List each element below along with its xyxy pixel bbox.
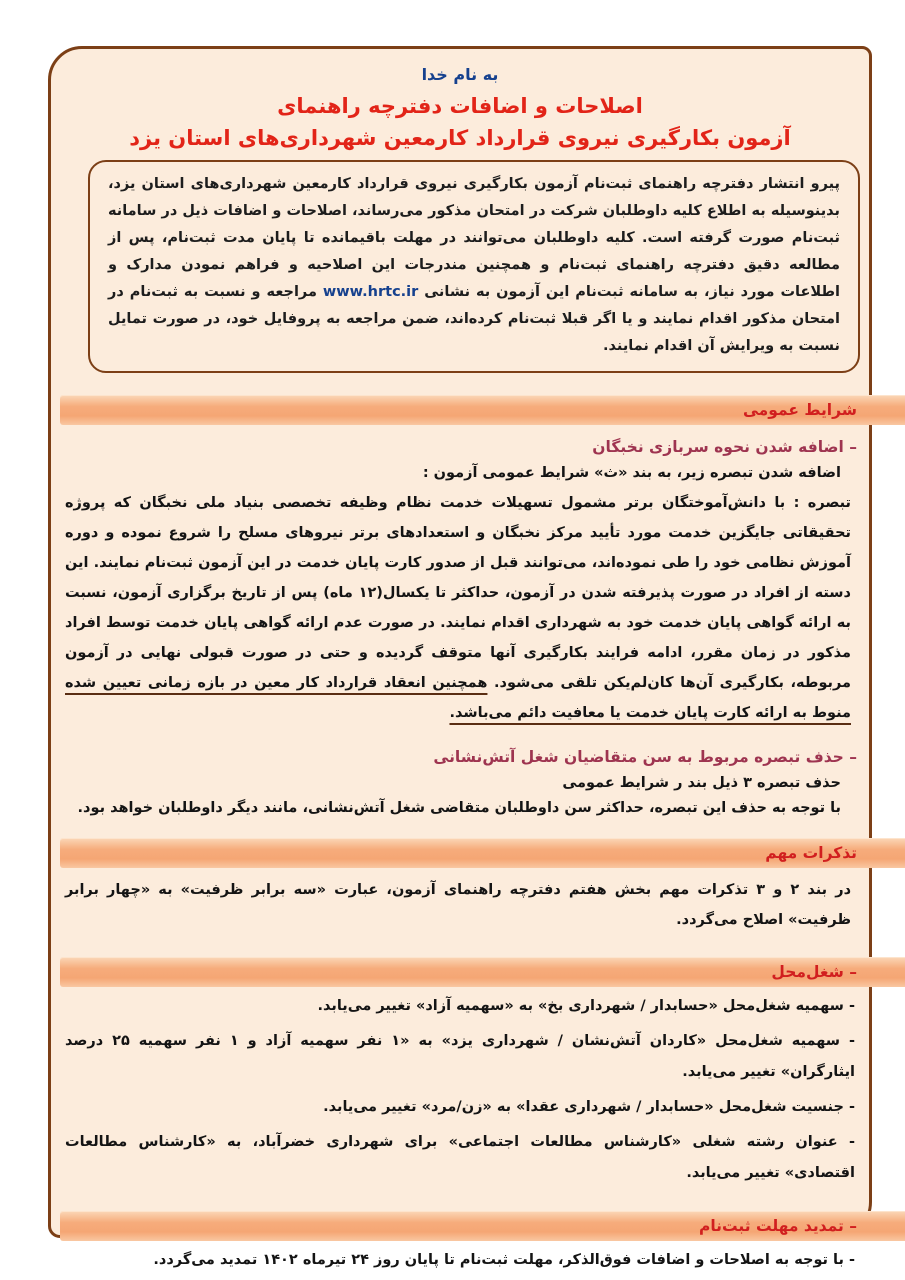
document-content [51,49,869,1276]
subsection-heading-elite-military-service: – اضافه شدن نحوه سربازی نخبگان [592,438,857,456]
section-bar-job-location [60,957,905,987]
job-location-item: - سهمیه شغل‌محل «حسابدار / شهرداری بخ» به «سهمیه آزاد» تغییر می‌یابد. [317,998,855,1014]
job-location-item: - جنسیت شغل‌محل «حسابدار / شهرداری عقدا» به «زن/مرد» تغییر می‌یابد. [323,1099,855,1115]
note-paragraph [65,488,851,728]
important-notes-paragraph: در بند ۲ و ۳ تذکرات مهم بخش هفتم دفترچه راهنمای آزمون، عبارت «سه برابر ظرفیت» به «چهار برابر ظرفیت» اصلاح می‌گردد. [65,882,852,928]
note-paragraph-underlined: همچنین انعقاد قرارداد کار معین در بازه زمانی تعیین شده منوط به ارائه کارت پایان خدمت یا معافیت دائم می‌باشد. [65,675,851,721]
note-paragraph-main: تبصره : با دانش‌آموختگان برتر مشمول تسهیلات خدمت نظام وظیفه تخصصی بنیاد ملی نخبگان که پروژه تحقیقاتی جایگزین خدمت مورد تأیید مرکز نخبگان و استعدادهای برتر نیروهای مسلح را شروع نموده و دوره آموزش نظامی خود را طی نموده‌اند، می‌توانند قبل از صدور کارت پایان خدمت در این آزمون ثبت‌نام نمایند. این دسته از افراد در صورت پذیرفته شدن در آزمون، حداکثر تا یکسال(۱۲ ماه) پس از تاریخ برگزاری آزمون، نسبت به ارائه گواهی پایان خدمت خود به شهرداری اقدام نمایند. در صورت عدم ارائه گواهی پایان خدمت توسط افراد مذکور در زمان مقرر، ادامه فرایند بکارگیری آنها متوقف گردیده و حتی در صورت قبولی نهایی در آزمون مربوطه، بکارگیری آن‌ها کان‌لم‌یکن تلقی می‌شود. [65,495,851,691]
intro-box [88,160,860,373]
job-location-item: - عنوان رشته شغلی «کارشناس مطالعات اجتماعی» برای شهرداری خضرآباد، به «کارشناس مطالعات اقتصادی» تغییر می‌یابد. [65,1134,855,1181]
section-bar-label: تذکرات مهم [765,844,857,862]
section-bar-important-notes [60,838,905,868]
section-bar-deadline-extension [60,1211,905,1241]
section-bar-label: شرایط عمومی [743,401,857,419]
intro-text-before-link: پیرو انتشار دفترچه راهنمای ثبت‌نام آزمون بکارگیری نیروی قرارداد کارمعین شهرداری‌های استان یزد، بدینوسیله به اطلاع کلیه داوطلبان شرکت در امتحان مذکور می‌رساند، اصلاحات و اضافات ذیل در سامانه ثبت‌نام صورت گرفته است. کلیه داوطلبان می‌توانند در مهلت باقیمانده تا پایان مدت ثبت‌نام، پس از مطالعه دقیق دفترچه راهنمای ثبت‌نام و همچنین مندرجات این اصلاحیه و فراهم نمودن مدارک و اطلاعات مورد نیاز، به سامانه ثبت‌نام این آزمون به نشانی [108,176,841,300]
bismillah-text: به نام خدا [421,65,499,84]
document-frame [48,46,872,1268]
section-bar-label: – تمدید مهلت ثبت‌نام [699,1217,857,1235]
title-line-1: اصلاحات و اضافات دفترچه راهنمای [277,94,643,118]
deadline-extension-line: - با توجه به اصلاحات و اضافات فوق‌الذکر، مهلت ثبت‌نام تا پایان روز ۲۴ تیرماه ۱۴۰۲ تمدید می‌گردد. [153,1252,855,1268]
subsection-heading-firefighter-age: – حذف تبصره مربوط به سن متقاضیان شغل آتش‌نشانی [433,748,857,766]
intro-text-after-link: مراجعه و نسبت به ثبت‌نام در امتحان مذکور اقدام نمایند و یا اگر قبلا ثبت‌نام کرده‌اند، ضمن مراجعه به پروفایل خود، در صورت تمایل نسبت به ویرایش آن اقدام نمایند. [108,284,840,354]
subsection-intro-line: اضافه شدن تبصره زیر، به بند «ث» شرایط عمومی آزمون : [422,465,841,481]
title-line-2: آزمون بکارگیری نیروی قرارداد کارمعین شهرداری‌های استان یزد [129,126,791,150]
job-location-item: - سهمیه شغل‌محل «کاردان آتش‌نشان / شهرداری یزد» به «۱ نفر سهمیه آزاد و ۱ نفر سهمیه ۲۵ درصد ایثارگران» تغییر می‌یابد. [65,1033,856,1080]
section-bar-general-conditions [60,395,905,425]
firefighter-age-line-1: حذف تبصره ۳ ذیل بند ر شرایط عمومی [562,775,841,791]
section-bar-label: – شغل‌محل [771,963,857,981]
website-link[interactable]: www.hrtc.ir [322,284,419,300]
firefighter-age-line-2: با توجه به حذف این تبصره، حداکثر سن داوطلبان متقاضی شغل آتش‌نشانی، مانند دیگر داوطلبان خواهد بود. [77,800,841,816]
